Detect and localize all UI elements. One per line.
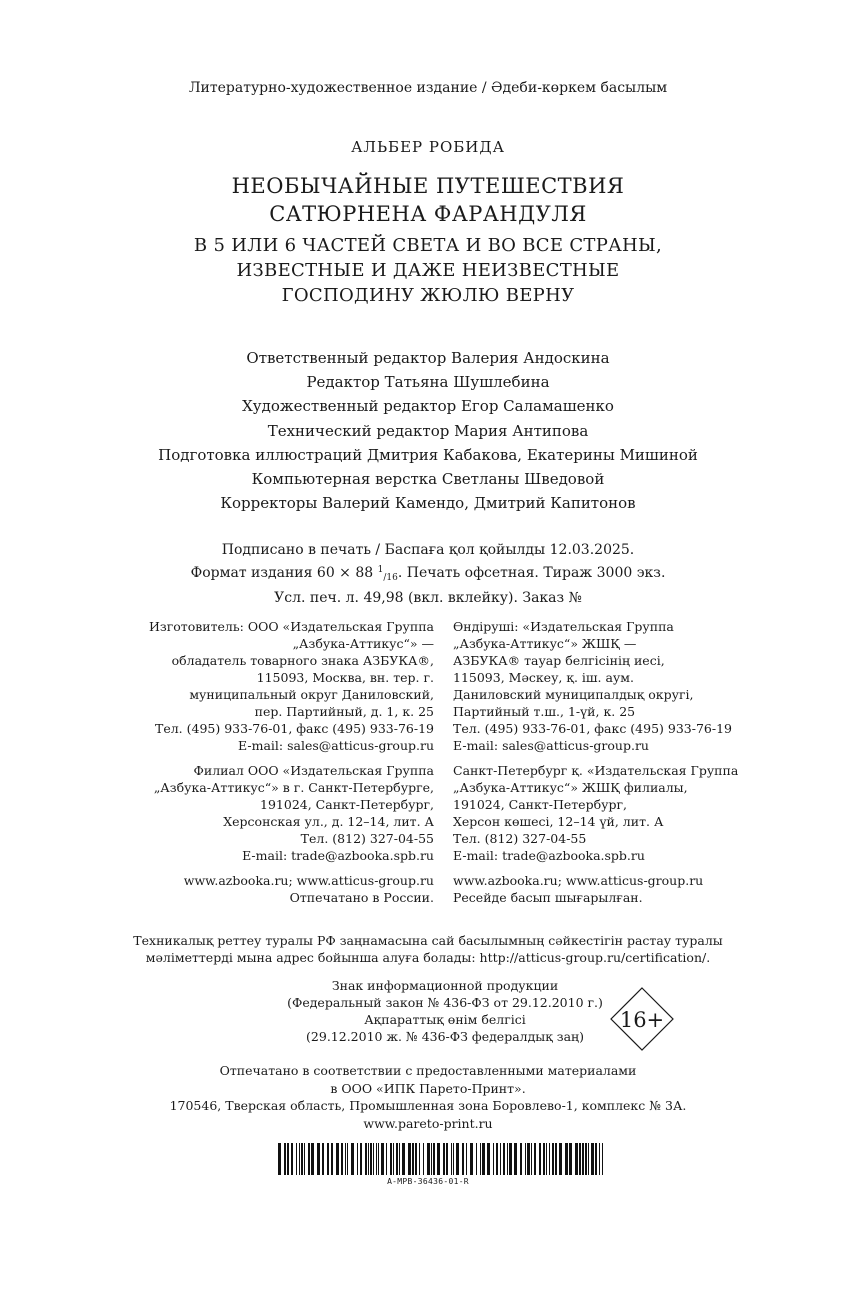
barcode-bar — [470, 1143, 473, 1175]
barcode-bar — [402, 1143, 405, 1175]
subtitle-line: В 5 ИЛИ 6 ЧАСТЕЙ СВЕТА И ВО ВСЕ СТРАНЫ, — [193, 235, 663, 256]
barcode-bar — [559, 1143, 562, 1175]
barcode-bar — [575, 1143, 578, 1175]
barcode-bar — [386, 1143, 387, 1175]
barcode-bar — [503, 1143, 505, 1175]
sheets-line: Усл. печ. л. 49,98 (вкл. вклейку). Заказ № — [274, 590, 582, 606]
barcode-bar — [599, 1143, 600, 1175]
age-rating-text: 16+ — [619, 1008, 665, 1032]
book-subtitle — [0, 233, 856, 308]
web-ru: www.azbooka.ru; www.atticus-group.ru Отпечатано в России. — [183, 873, 434, 905]
barcode-bar — [456, 1143, 459, 1175]
barcode-bar — [336, 1143, 339, 1175]
barcode-bar — [555, 1143, 557, 1175]
barcode-bar — [565, 1143, 568, 1175]
barcode-bar — [322, 1143, 324, 1175]
title-line: САТЮРНЕНА ФАРАНДУЛЯ — [269, 202, 587, 226]
barcode-bar — [443, 1143, 445, 1175]
barcode-bar — [527, 1143, 530, 1175]
credit-line: Корректоры Валерий Камендо, Дмитрий Капитонов — [220, 494, 636, 513]
barcode-bar — [466, 1143, 467, 1175]
barcode-bar — [476, 1143, 477, 1175]
credit-line: Технический редактор Мария Антипова — [267, 421, 589, 440]
certification-note: Техникалық реттеу туралы РФ заңнамасына сай басылымның сәйкестігін растау туралы мәліметтерді мына адрес бойынша алуға болады: http://atticus-group.ru/certification/. — [133, 933, 723, 965]
barcode-bar — [381, 1143, 384, 1175]
branch-ru: Филиал ООО «Издательская Группа „Азбука-Аттикус“» в г. Санкт-Петербурге, 191024, Санкт-Петербург, Херсонская ул., д. 12–14, лит. А Тел. (812) 327-04-55 E-mail: trade@azbooka.spb.ru — [153, 763, 434, 863]
barcode-bar — [480, 1143, 481, 1175]
barcode — [278, 1143, 608, 1175]
imprint — [0, 540, 856, 608]
manufacturer-ru: Изготовитель: ООО «Издательская Группа „Азбука-Аттикус“» — обладатель товарного знака АЗБУКА®, 115093, Москва, вн. тер. г. муниципальный округ Даниловский, пер. Партийный, д. 1, к. 25 Тел. (495) 933-76-01, факс (495) 933-76-19 E-mail: sales@atticus-group.ru — [148, 619, 434, 753]
barcode-bar — [595, 1143, 597, 1175]
barcode-bar — [602, 1143, 603, 1175]
barcode-bar — [317, 1143, 320, 1175]
barcode-bar — [415, 1143, 417, 1175]
barcode-bar — [514, 1143, 517, 1175]
barcode-bar — [308, 1143, 310, 1175]
barcode-label: A-MPB-36436-01-R — [387, 1177, 469, 1186]
barcode-bar — [396, 1143, 398, 1175]
barcode-bar — [552, 1143, 554, 1175]
barcode-bar — [569, 1143, 572, 1175]
credit-line: Редактор Татьяна Шушлебина — [306, 373, 550, 392]
barcode-bar — [496, 1143, 498, 1175]
barcode-bar — [393, 1143, 394, 1175]
barcode-bar — [304, 1143, 305, 1175]
format-line: Формат издания 60 × 88 $^1_{/16}$. Печать офсетная. Тираж 3000 экз. — [190, 565, 666, 583]
barcode-bar — [539, 1143, 541, 1175]
printer-info: Отпечатано в соответствии с предоставленными материалами в ООО «ИПК Парето-Принт». 170546, Тверская область, Промышленная зона Боровлево-1, комплекс № 3А. www.pareto-print.ru — [169, 1063, 687, 1131]
age-rating-badge — [610, 987, 674, 1051]
barcode-bar — [543, 1143, 545, 1175]
credits — [0, 346, 856, 515]
barcode-bar — [579, 1143, 581, 1175]
barcode-bar — [287, 1143, 289, 1175]
barcode-bar — [549, 1143, 550, 1175]
publisher-kz-column — [453, 618, 738, 914]
barcode-bar — [546, 1143, 547, 1175]
credit-line: Подготовка иллюстраций Дмитрия Кабакова, Екатерины Мишиной — [158, 445, 698, 464]
barcode-bar — [525, 1143, 526, 1175]
barcode-bar — [412, 1143, 414, 1175]
barcode-bar — [351, 1143, 354, 1175]
barcode-bar — [347, 1143, 348, 1175]
barcode-bar — [390, 1143, 392, 1175]
branch-kz: Санкт-Петербург қ. «Издательская Группа „Азбука-Аттикус“» ЖШҚ филиалы, 191024, Санкт-Петербург, Херсон көшесі, 12–14 үй, лит. А Тел. (812) 327-04-55 E-mail: trade@azbooka.spb.ru — [453, 763, 739, 863]
barcode-bar — [278, 1143, 281, 1175]
manufacturer-kz: Өндіруші: «Издательская Группа „Азбука-Аттикус“» ЖШҚ — АЗБУКА® тауар белгісінің иесі, 115093, Мәскеу, қ. іш. аум. Даниловский муниципалдық округі, Партийный т.ш., 1-үй, к. 25 Тел. (495) 933-76-01, факс (495) 933-76-19 E-mail: sales@atticus-group.ru — [453, 619, 732, 753]
barcode-bar — [291, 1143, 293, 1175]
barcode-bar — [520, 1143, 522, 1175]
barcode-bar — [357, 1143, 358, 1175]
barcode-bar — [399, 1143, 400, 1175]
barcode-bar — [588, 1143, 589, 1175]
info-product-mark: Знак информационной продукции (Федеральный закон № 436-ФЗ от 29.12.2010 г.) Ақпараттық өнім белгісі (29.12.2010 ж. № 436-ФЗ федералдық заң) — [287, 978, 603, 1044]
author-name: АЛЬБЕР РОБИДА — [351, 138, 505, 156]
barcode-bar — [360, 1143, 362, 1175]
title-line: НЕОБЫЧАЙНЫЕ ПУТЕШЕСТВИЯ — [231, 174, 625, 198]
barcode-bar — [365, 1143, 367, 1175]
barcode-bar — [531, 1143, 532, 1175]
web-kz: www.azbooka.ru; www.atticus-group.ru Ресейде басып шығарылған. — [453, 873, 704, 905]
barcode-bar — [446, 1143, 448, 1175]
barcode-bar — [331, 1143, 333, 1175]
barcode-bar — [327, 1143, 329, 1175]
barcode-bar — [433, 1143, 435, 1175]
barcode-bar — [419, 1143, 420, 1175]
barcode-bar — [311, 1143, 314, 1175]
subtitle-line: ИЗВЕСТНЫЕ И ДАЖЕ НЕИЗВЕСТНЫЕ — [236, 260, 620, 281]
barcode-bar — [370, 1143, 372, 1175]
publisher-ru-column — [149, 618, 434, 914]
barcode-bar — [299, 1143, 300, 1175]
barcode-bar — [368, 1143, 369, 1175]
barcode-bar — [487, 1143, 490, 1175]
barcode-bar — [509, 1143, 512, 1175]
barcode-bar — [451, 1143, 452, 1175]
credit-line: Художественный редактор Егор Саламашенко — [242, 397, 614, 416]
barcode-bar — [301, 1143, 303, 1175]
barcode-bar — [296, 1143, 297, 1175]
barcode-bar — [507, 1143, 508, 1175]
barcode-bar — [345, 1143, 346, 1175]
barcode-bar — [534, 1143, 536, 1175]
barcode-bar — [431, 1143, 432, 1175]
barcode-bar — [453, 1143, 454, 1175]
barcode-bar — [423, 1143, 424, 1175]
barcode-bar — [437, 1143, 440, 1175]
edition-type: Литературно-художественное издание / Әдеби-көркем басылым — [188, 80, 668, 96]
barcode-bar — [462, 1143, 464, 1175]
barcode-bar — [376, 1143, 377, 1175]
credit-line: Компьютерная верстка Светланы Шведовой — [251, 470, 605, 489]
barcode-bar — [378, 1143, 379, 1175]
barcode-bar — [373, 1143, 374, 1175]
subtitle-line: ГОСПОДИНУ ЖЮЛЮ ВЕРНУ — [281, 285, 575, 306]
barcode-bar — [500, 1143, 501, 1175]
barcode-bar — [493, 1143, 494, 1175]
barcode-bar — [482, 1143, 485, 1175]
credit-line: Ответственный редактор Валерия Андоскина — [246, 349, 610, 367]
barcode-bar — [585, 1143, 587, 1175]
barcode-bar — [582, 1143, 584, 1175]
signed-date: Подписано в печать / Баспаға қол қойылды 12.03.2025. — [221, 542, 635, 558]
barcode-bar — [408, 1143, 411, 1175]
barcode-bar — [341, 1143, 343, 1175]
barcode-bar — [427, 1143, 430, 1175]
barcode-bar — [284, 1143, 286, 1175]
barcode-bar — [591, 1143, 594, 1175]
book-title — [0, 172, 856, 228]
